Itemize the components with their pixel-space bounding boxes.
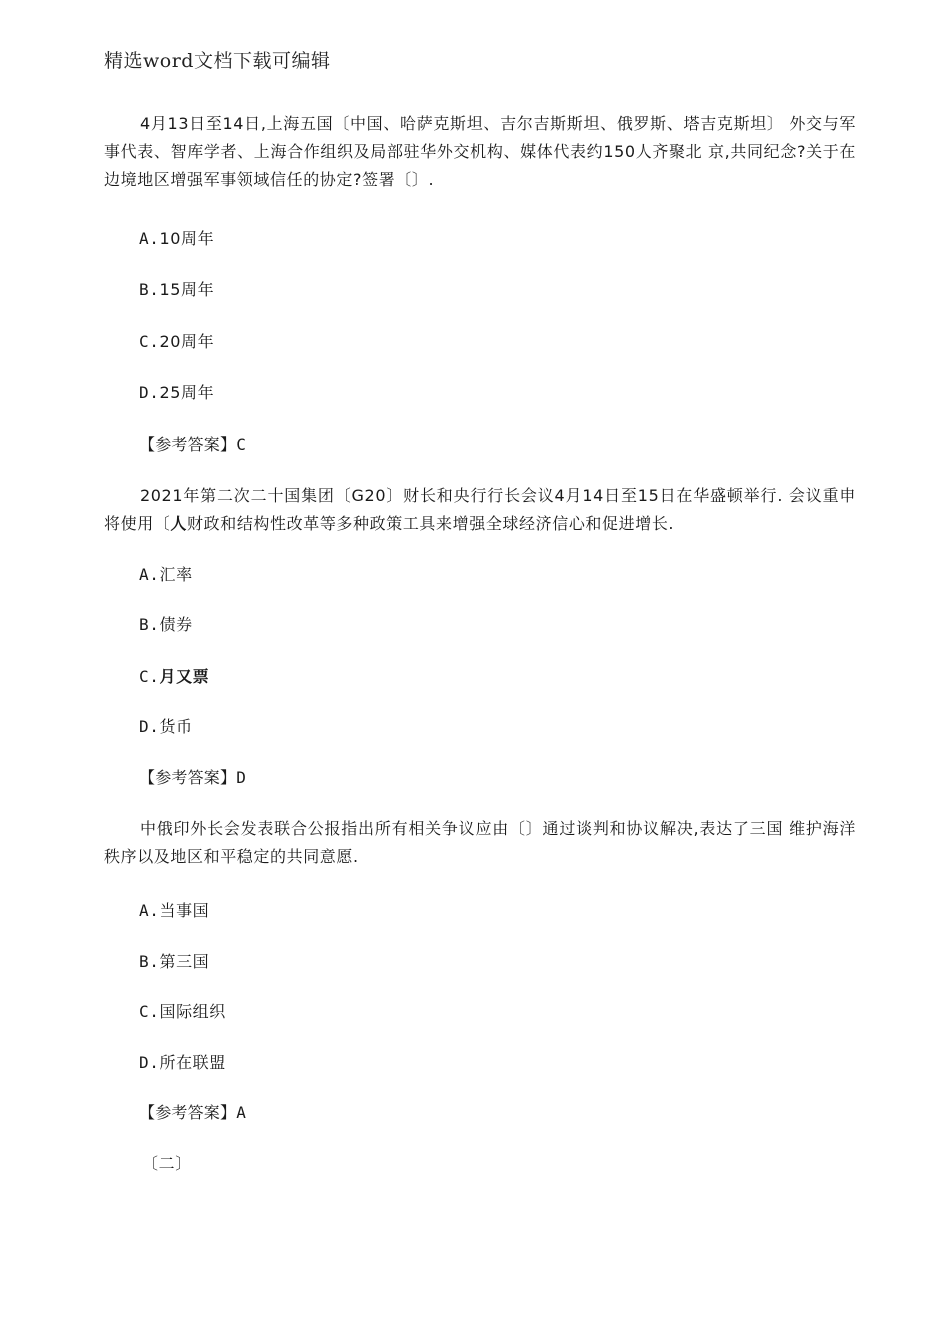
question-2-stem-part1: 2021年第二次二十国集团〔G20〕财长和央行行长会议4月14日至15日在华盛顿举行. 会议重申将使用〔	[104, 486, 856, 533]
option-letter: A.	[139, 565, 160, 584]
option-letter: D.	[139, 1053, 160, 1072]
option-text: 月又票	[159, 667, 210, 686]
question-1-option-b	[139, 278, 214, 302]
question-3-option-b	[139, 950, 209, 974]
question-2-option-a	[139, 563, 193, 587]
option-text: 汇率	[159, 565, 193, 584]
question-2-option-c	[139, 665, 209, 689]
option-letter: B.	[139, 952, 160, 971]
option-text: 10周年	[159, 229, 215, 248]
option-text: 20周年	[159, 332, 215, 351]
question-1-option-c	[139, 330, 214, 354]
option-text: 25周年	[159, 383, 215, 402]
question-2-stem-bold: 人	[170, 514, 188, 533]
answer-value: A	[236, 1103, 247, 1122]
question-3-option-a	[139, 899, 209, 923]
option-letter: B.	[139, 615, 160, 634]
answer-label: 【参考答案】	[139, 435, 237, 454]
option-text: 货币	[159, 717, 193, 736]
question-2-option-b	[139, 613, 193, 637]
option-text: 第三国	[159, 952, 210, 971]
question-2-stem-part2: 财政和结构性改革等多种政策工具来增强全球经济信心和促进增长.	[187, 514, 675, 533]
answer-value: C	[236, 435, 247, 454]
question-3-stem: 中俄印外长会发表联合公报指出所有相关争议应由〔〕通过谈判和协议解决,表达了三国 维护海洋秩序以及地区和平稳定的共同意愿.	[104, 819, 856, 866]
question-3-option-c	[139, 1000, 226, 1024]
option-letter: C.	[139, 332, 160, 351]
question-1-option-d	[139, 381, 214, 405]
option-letter: B.	[139, 280, 160, 299]
question-2-option-d	[139, 715, 193, 739]
option-letter: D.	[139, 717, 160, 736]
answer-label: 【参考答案】	[139, 768, 237, 787]
question-2-stem	[104, 482, 856, 538]
answer-value: D	[236, 768, 247, 787]
document-header: 精选word文档下载可编辑	[104, 50, 331, 72]
question-3-option-d	[139, 1051, 226, 1075]
option-letter: A.	[139, 901, 160, 920]
answer-label: 【参考答案】	[139, 1103, 237, 1122]
option-letter: C.	[139, 1002, 160, 1021]
option-text: 债券	[159, 615, 193, 634]
option-letter: A.	[139, 229, 160, 248]
question-1-stem: 4月13日至14日,上海五国〔中国、哈萨克斯坦、吉尔吉斯斯坦、俄罗斯、塔吉克斯坦〕 外交与军事代表、智库学者、上海合作组织及局部驻华外交机构、媒体代表约150人齐聚北 京,共同纪念?关于在边境地区增强军事领域信任的协定?签署〔〕.	[104, 114, 856, 189]
question-1-answer	[139, 433, 246, 457]
question-3-answer	[139, 1101, 246, 1125]
question-2-answer	[139, 766, 246, 790]
option-text: 当事国	[159, 901, 210, 920]
option-text: 所在联盟	[159, 1053, 226, 1072]
section-marker: 〔二〕	[142, 1154, 192, 1173]
option-letter: C.	[139, 667, 160, 686]
option-text: 15周年	[159, 280, 215, 299]
option-letter: D.	[139, 383, 160, 402]
option-text: 国际组织	[159, 1002, 226, 1021]
question-1-option-a	[139, 227, 214, 251]
